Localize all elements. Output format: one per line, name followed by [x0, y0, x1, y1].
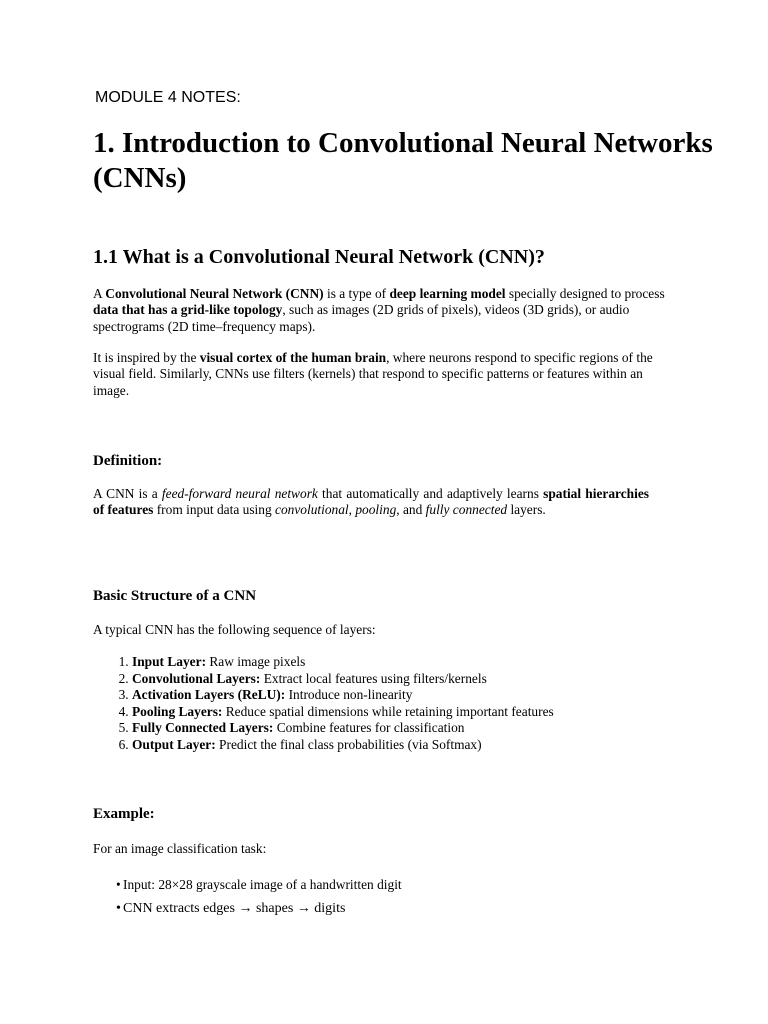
section-heading-1-1: 1.1 What is a Convolutional Neural Network (CNN)?: [93, 246, 545, 268]
list-item: • Input: 28×28 grayscale image of a handwritten digit: [116, 877, 402, 892]
structure-heading: Basic Structure of a CNN: [93, 588, 257, 604]
example-intro: For an image classification task:: [93, 841, 267, 856]
visual-cortex-paragraph: It is inspired by the visual cortex of the human brain, where neurons respond to specific regions of the visual field. Similarly, CNNs use filters (kernels) that respond to specific patterns or features within an image.: [93, 350, 653, 398]
structure-intro: A typical CNN has the following sequence of layers:: [93, 622, 376, 637]
bullet-icon: •: [116, 901, 121, 916]
cnn-intro-paragraph: A Convolutional Neural Network (CNN) is a type of deep learning model specially designed to process data that has a grid-like topology, such as images (2D grids of pixels), videos (3D grids), or audio spectrograms (2D time–frequency maps).: [93, 286, 665, 334]
bullet-icon: •: [116, 877, 121, 892]
definition-heading: Definition:: [93, 453, 163, 469]
list-item: 5. Fully Connected Layers: Combine features for classification: [132, 720, 554, 737]
list-item: • CNN extracts edges → shapes → digits: [116, 901, 346, 916]
module-heading: MODULE 4 NOTES:: [95, 89, 241, 106]
list-item: 6. Output Layer: Predict the final class probabilities (via Softmax): [132, 737, 554, 754]
list-item: 2. Convolutional Layers: Extract local features using filters/kernels: [132, 671, 554, 688]
layer-list: [93, 654, 554, 754]
list-item: 4. Pooling Layers: Reduce spatial dimensions while retaining important features: [132, 704, 554, 721]
example-list: [116, 876, 402, 924]
page-title: 1. Introduction to Convolutional Neural Networks (CNNs): [93, 127, 713, 194]
list-item: 3. Activation Layers (ReLU): Introduce non-linearity: [132, 687, 554, 704]
definition-paragraph: A CNN is a feed-forward neural network that automatically and adaptively learns spatial hierarchies of features from input data using convolutional, pooling, and fully connected layers.: [93, 486, 649, 518]
list-item: 1. Input Layer: Raw image pixels: [132, 654, 554, 671]
example-heading: Example:: [93, 806, 155, 822]
